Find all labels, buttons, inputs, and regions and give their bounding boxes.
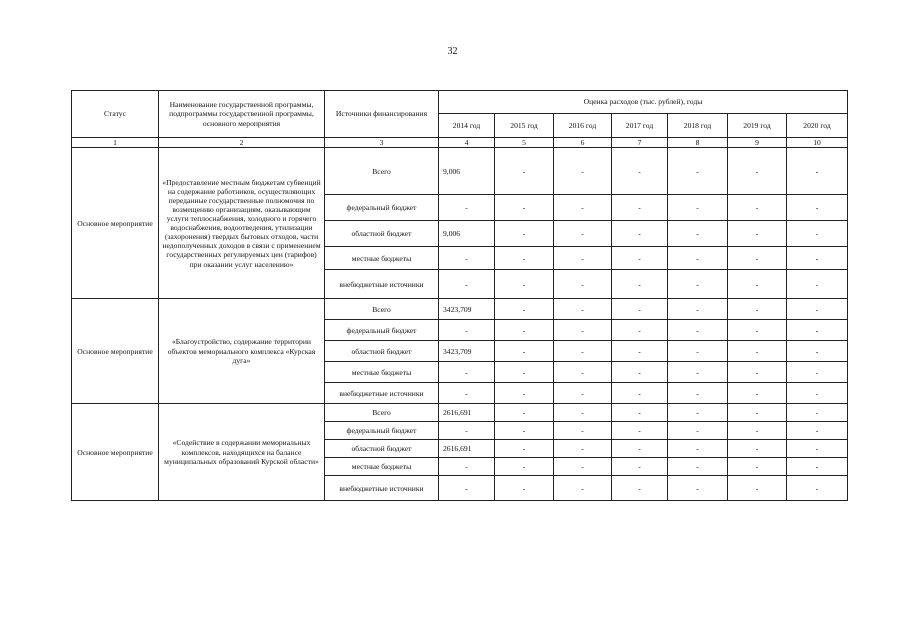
header-name: Наименование государственной программы, подпрограммы государственной программы, основного мероприятия: [159, 91, 325, 138]
value-cell: -: [728, 270, 787, 299]
value-cell: -: [728, 195, 787, 221]
value-cell: -: [668, 440, 728, 458]
column-number: 9: [728, 138, 787, 148]
source-cell: федеральный бюджет: [325, 195, 439, 221]
header-year: 2020 год: [787, 114, 848, 138]
value-cell: -: [668, 476, 728, 501]
column-number: 5: [495, 138, 554, 148]
value-cell: -: [612, 458, 668, 476]
value-cell: -: [728, 299, 787, 320]
source-cell: внебюджетные источники: [325, 476, 439, 501]
value-cell: -: [668, 195, 728, 221]
value-cell: -: [728, 362, 787, 383]
value-cell: -: [728, 458, 787, 476]
header-year: 2016 год: [554, 114, 612, 138]
expenditure-table: [71, 90, 848, 501]
value-cell: -: [439, 476, 495, 501]
value-cell: -: [668, 221, 728, 247]
column-number: 8: [668, 138, 728, 148]
header-year: 2017 год: [612, 114, 668, 138]
value-cell: -: [495, 458, 554, 476]
status-cell: Основное мероприятие: [72, 299, 159, 404]
column-number: 4: [439, 138, 495, 148]
value-cell: -: [612, 247, 668, 270]
value-cell: -: [787, 270, 848, 299]
value-cell: -: [612, 270, 668, 299]
value-cell: -: [495, 247, 554, 270]
value-cell: -: [787, 458, 848, 476]
value-cell: -: [612, 195, 668, 221]
value-cell: -: [668, 458, 728, 476]
value-cell: -: [728, 476, 787, 501]
value-cell: -: [495, 476, 554, 501]
value-cell: -: [612, 341, 668, 362]
value-cell: -: [668, 148, 728, 195]
source-cell: Всего: [325, 299, 439, 320]
column-number: 6: [554, 138, 612, 148]
value-cell: 3423,709: [439, 299, 495, 320]
value-cell: -: [439, 383, 495, 404]
value-cell: -: [668, 362, 728, 383]
value-cell: -: [787, 247, 848, 270]
value-cell: -: [554, 270, 612, 299]
value-cell: -: [668, 341, 728, 362]
event-name-cell: «Содействие в содержании мемориальных комплексов, находящихся на балансе муниципальных образований Курской области»: [159, 404, 325, 501]
value-cell: -: [554, 383, 612, 404]
value-cell: -: [728, 383, 787, 404]
value-cell: -: [495, 422, 554, 440]
value-cell: -: [554, 320, 612, 341]
value-cell: -: [787, 422, 848, 440]
event-name-cell: «Предоставление местным бюджетам субвенций на содержание работников, осуществляющих переданные государственные полномочия по возмещению организациям, оказывающим услуги теплоснабжения, холодного и горячего водоснабжения, водоотведения, утилизации (захоронения) твердых бытовых отходов, части недополученных доходов в связи с применением государственных регулируемых цен (тарифов) при оказании услуг населению»: [159, 148, 325, 299]
table-row: [72, 299, 848, 320]
value-cell: -: [787, 476, 848, 501]
value-cell: -: [612, 221, 668, 247]
value-cell: 3423,709: [439, 341, 495, 362]
header-sources: Источники финансирования: [325, 91, 439, 138]
value-cell: 2616,691: [439, 440, 495, 458]
value-cell: -: [612, 320, 668, 341]
status-cell: Основное мероприятие: [72, 148, 159, 299]
source-cell: федеральный бюджет: [325, 422, 439, 440]
value-cell: -: [668, 247, 728, 270]
value-cell: -: [668, 383, 728, 404]
value-cell: -: [554, 362, 612, 383]
value-cell: -: [495, 148, 554, 195]
value-cell: -: [787, 320, 848, 341]
value-cell: -: [495, 299, 554, 320]
value-cell: -: [495, 362, 554, 383]
value-cell: -: [728, 422, 787, 440]
value-cell: -: [787, 148, 848, 195]
value-cell: -: [495, 404, 554, 422]
header-year: 2018 год: [668, 114, 728, 138]
source-cell: областной бюджет: [325, 221, 439, 247]
value-cell: -: [612, 383, 668, 404]
value-cell: -: [612, 148, 668, 195]
source-cell: внебюджетные источники: [325, 270, 439, 299]
value-cell: -: [495, 320, 554, 341]
value-cell: -: [554, 195, 612, 221]
value-cell: -: [439, 320, 495, 341]
value-cell: -: [612, 476, 668, 501]
value-cell: -: [787, 341, 848, 362]
value-cell: -: [668, 270, 728, 299]
value-cell: 2616,691: [439, 404, 495, 422]
value-cell: -: [787, 195, 848, 221]
value-cell: -: [728, 221, 787, 247]
value-cell: -: [439, 458, 495, 476]
value-cell: -: [495, 221, 554, 247]
source-cell: областной бюджет: [325, 341, 439, 362]
column-number: 2: [159, 138, 325, 148]
value-cell: -: [439, 247, 495, 270]
value-cell: -: [787, 362, 848, 383]
value-cell: -: [728, 440, 787, 458]
value-cell: -: [439, 195, 495, 221]
column-number: 7: [612, 138, 668, 148]
value-cell: -: [612, 440, 668, 458]
value-cell: -: [554, 476, 612, 501]
value-cell: -: [495, 383, 554, 404]
table-row: [72, 404, 848, 422]
source-cell: областной бюджет: [325, 440, 439, 458]
source-cell: местные бюджеты: [325, 247, 439, 270]
header-expenses: Оценка расходов (тыс. рублей), годы: [439, 91, 848, 114]
source-cell: федеральный бюджет: [325, 320, 439, 341]
value-cell: -: [495, 341, 554, 362]
value-cell: -: [787, 299, 848, 320]
value-cell: -: [728, 404, 787, 422]
value-cell: -: [554, 247, 612, 270]
source-cell: Всего: [325, 404, 439, 422]
source-cell: внебюджетные источники: [325, 383, 439, 404]
value-cell: 9,006: [439, 148, 495, 195]
value-cell: -: [787, 383, 848, 404]
value-cell: -: [612, 299, 668, 320]
table-row: [72, 148, 848, 195]
value-cell: -: [554, 148, 612, 195]
value-cell: -: [728, 247, 787, 270]
value-cell: -: [668, 422, 728, 440]
value-cell: -: [668, 404, 728, 422]
source-cell: местные бюджеты: [325, 362, 439, 383]
header-status: Статус: [72, 91, 159, 138]
value-cell: -: [668, 299, 728, 320]
value-cell: -: [439, 270, 495, 299]
header-year: 2015 год: [495, 114, 554, 138]
value-cell: -: [554, 422, 612, 440]
header-year: 2019 год: [728, 114, 787, 138]
value-cell: -: [439, 362, 495, 383]
header-year: 2014 год: [439, 114, 495, 138]
value-cell: -: [612, 404, 668, 422]
value-cell: -: [787, 404, 848, 422]
column-number: 10: [787, 138, 848, 148]
value-cell: -: [787, 440, 848, 458]
header-row: [72, 91, 848, 114]
value-cell: -: [668, 320, 728, 341]
source-cell: Всего: [325, 148, 439, 195]
status-cell: Основное мероприятие: [72, 404, 159, 501]
value-cell: -: [439, 422, 495, 440]
source-cell: местные бюджеты: [325, 458, 439, 476]
column-numbers-row: [72, 138, 848, 148]
value-cell: -: [495, 195, 554, 221]
value-cell: -: [612, 422, 668, 440]
value-cell: -: [728, 341, 787, 362]
value-cell: -: [554, 299, 612, 320]
value-cell: -: [787, 221, 848, 247]
value-cell: -: [612, 362, 668, 383]
value-cell: -: [554, 404, 612, 422]
value-cell: 9,006: [439, 221, 495, 247]
value-cell: -: [554, 341, 612, 362]
page-number: 32: [447, 46, 458, 57]
event-name-cell: «Благоустройство, содержание территории объектов мемориального комплекса «Курская дуга»: [159, 299, 325, 404]
value-cell: -: [495, 440, 554, 458]
value-cell: -: [554, 440, 612, 458]
value-cell: -: [495, 270, 554, 299]
column-number: 1: [72, 138, 159, 148]
value-cell: -: [554, 221, 612, 247]
value-cell: -: [728, 320, 787, 341]
value-cell: -: [728, 148, 787, 195]
value-cell: -: [554, 458, 612, 476]
column-number: 3: [325, 138, 439, 148]
